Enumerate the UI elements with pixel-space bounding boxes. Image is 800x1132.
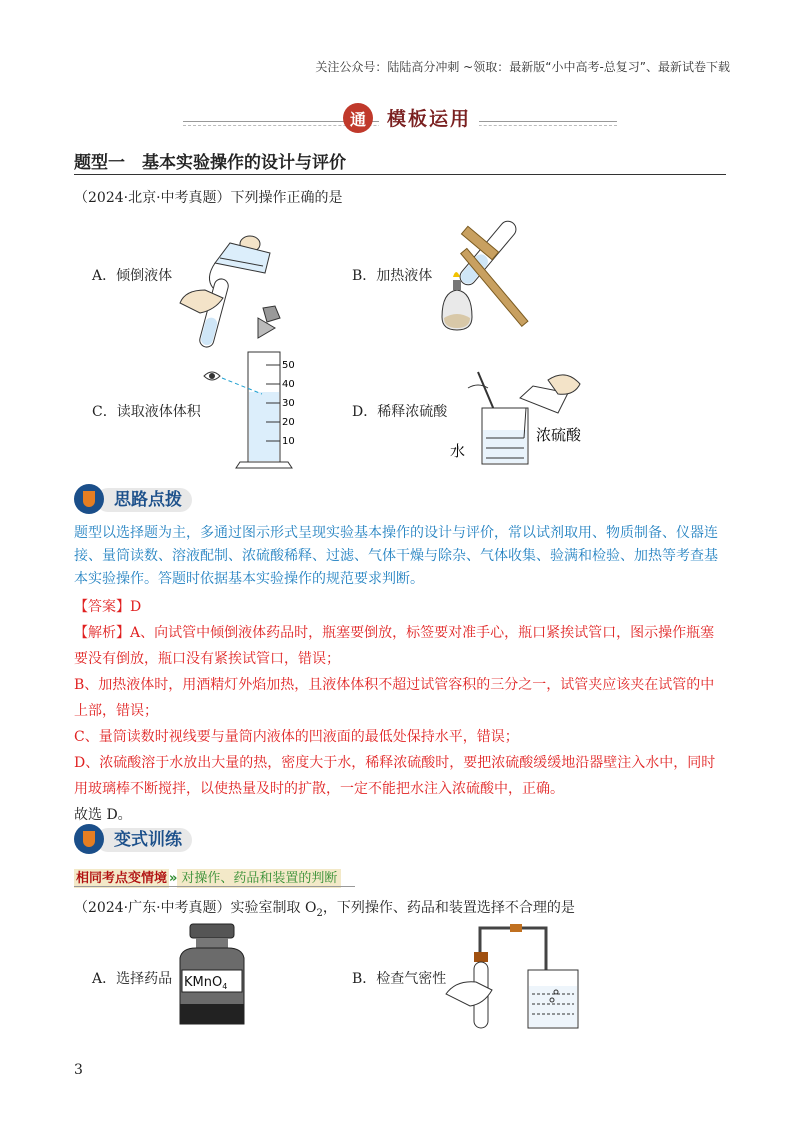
practice-heading: 变式训练 <box>74 824 214 858</box>
thinking-text: 题型以选择题为主，多通过图示形式呈现实验基本操作的设计与评价，常以试剂取用、物质制备、仪器连 接、量筒读数、溶液配制、浓硫酸稀释、过滤、气体干燥与除杂、气体收集、验满和检验、加热等考查基 本实验操作。答题时依据基本实验操作的规范要求判断。 <box>74 525 718 587</box>
airtightness-figure <box>440 914 590 1034</box>
banner-title: 模板运用 <box>379 104 479 131</box>
option-c-label: C．读取液体体积 <box>92 404 201 420</box>
tick-label: 50 <box>282 360 295 371</box>
q2-option-b-label: B．检查气密性 <box>352 971 447 987</box>
tick-label: 10 <box>282 436 295 447</box>
thinking-heading: 思路点拨 <box>74 484 214 518</box>
analysis: 【解析】A、向试管中倾倒液体药品时，瓶塞要倒放，标签要对准手心，瓶口紧挨试管口，图示操作瓶塞 要没有倒放，瓶口没有紧挨试管口，错误； B、加热液体时，用酒精灯外焰加热，且液体体积不超过试管容积的三分之一，试管夹应该夹在试管的中 上部，错误； C、量筒读数时视线要与量筒内液体的凹液面的最低处保持水平，错误； D、浓硫酸溶于水放出大量的热，密度大于水，稀释浓硫酸时，要把浓硫酸缓缓地沿器壁注入水中，同时 用玻璃棒不断搅拌，以使热量及时的扩散，一定不能把水注入浓硫酸中，正确。 故选 D。 <box>74 625 716 823</box>
option-b-label: B．加热液体 <box>352 268 433 284</box>
section-title: 题型一 基本实验操作的设计与评价 <box>74 148 346 173</box>
tick-label: 30 <box>282 398 295 409</box>
reagent-bottle-figure <box>172 922 252 1028</box>
option-a-label: A．倾倒液体 <box>92 268 173 284</box>
banner-badge: 通 <box>343 103 373 133</box>
tick-label: 40 <box>282 379 295 390</box>
dilute-acid-figure <box>448 368 598 468</box>
tick-label: 20 <box>282 417 295 428</box>
question-2-stem: （2024·广东·中考真题）实验室制取 $O_2$，下列操作、药品和装置选择不合理的是 <box>74 900 575 919</box>
page-header: 关注公众号：陆陆高分冲刺 ~领取：最新版“小中高考-总复习”、最新试卷下载 <box>315 60 730 74</box>
flask-icon <box>74 484 104 514</box>
practice-tag: 相同考点变情境 » 对操作、药品和装置的判断 <box>74 867 341 886</box>
acid-label: 浓硫酸 <box>536 426 582 444</box>
page-number: 3 <box>74 1062 83 1078</box>
graduated-cylinder-figure <box>200 310 310 470</box>
question-1-stem: （2024·北京·中考真题）下列操作正确的是 <box>74 190 343 206</box>
bottle-label: KMnO$_4$ <box>184 975 228 991</box>
q2-option-a-label: A．选择药品 <box>92 971 173 987</box>
heating-liquid-figure <box>430 212 550 337</box>
section-banner <box>183 97 617 137</box>
water-label: 水 <box>450 442 466 460</box>
answer: 【答案】D <box>74 599 142 615</box>
option-d-label: D．稀释浓硫酸 <box>352 404 448 420</box>
flask-icon <box>74 824 104 854</box>
